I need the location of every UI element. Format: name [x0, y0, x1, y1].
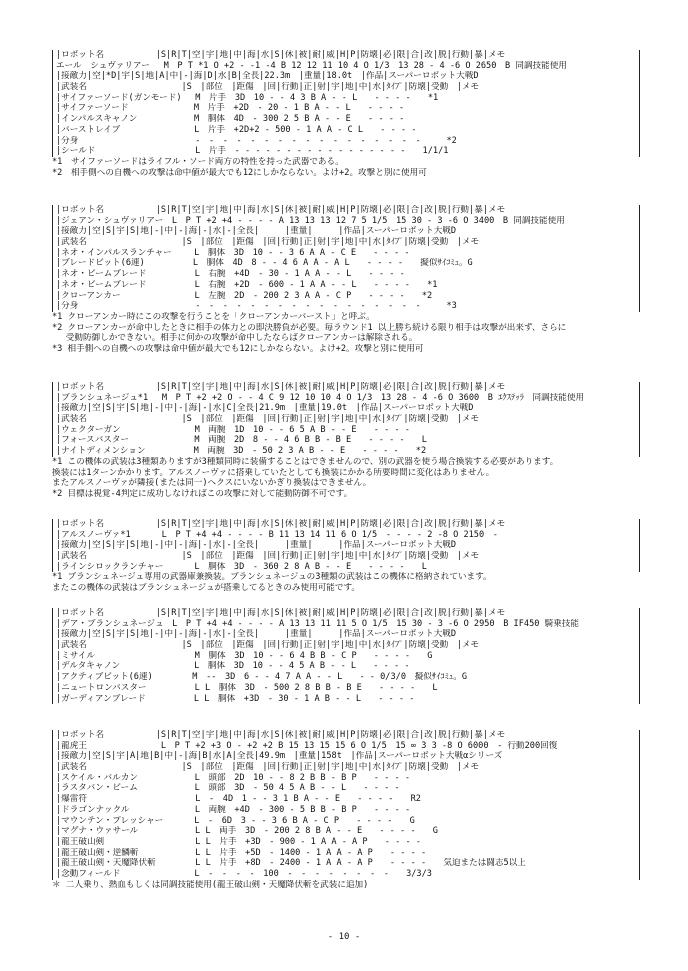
table-row: |マグナ・ウァサール L L 両手 3D - 200 2 8 B A - - E - - - - G — [52, 826, 640, 837]
table-row: |ロボット名 |S|R|T|空|宇|地|中|海|水|S|休|被|耐|威|H|P|防壊|必|限|合|改|脱|行動|暴|メモ — [52, 519, 640, 530]
table-row: |ガーディアンブレード L L 胴体 +3D - 30 - 1 A B - - L - - - - — [52, 694, 640, 705]
table-row: |ロボット名 |S|R|T|空|宇|地|中|海|水|S|休|被|耐|威|H|P|防壊|必|限|合|改|脱|行動|暴|メモ — [52, 205, 640, 216]
note-line: *3 相手側への自機への攻撃は命中値が最大でも12にしかならない。よけ+2。攻撃と別に使用可 — [52, 343, 424, 354]
table-row: |武装名 |S |部位 |距傷 |回|行動|正|射|宇|地|中|水|ﾀｲﾌﾟ|防壊|受動 |メモ — [52, 237, 640, 248]
table-row: |龍王破山剣 L L 片手 +3D - 900 - 1 A A - A P - - - - — [52, 837, 640, 848]
robot-section-5 — [52, 608, 640, 704]
table-row: |ウェクターガン M 両腕 1D 10 - - 6 5 A B - - E - - - - — [52, 425, 640, 436]
table-row: |ロボット名 |S|R|T|空|宇|地|中|海|水|S|休|被|耐|威|H|P|防壊|必|限|合|改|脱|行動|暴|メモ — [52, 608, 640, 619]
table-row: |武装名 |S |部位 |距傷 |回|行動|正|射|宇|地|中|水|ﾀｲﾌﾟ|防壊|受動 |メモ — [52, 640, 640, 651]
note-line: *1 サイファーソードはライフル・ソード両方の特性を持った武器である。 — [52, 156, 344, 167]
table-row: |ラインシロックランチャー L 胴体 3D - 360 2 8 A B - - E - - - - L — [52, 562, 640, 573]
note-line: *2 目標は視覚-4判定に成功しなければこの攻撃に対して能動防御不可です。 — [52, 488, 353, 499]
table-row: |分身 - - - - - - - - - - - - - - - - - *2 — [52, 136, 640, 147]
table-row: |武装名 |S |部位 |距傷 |回|行動|正|射|宇|地|中|水|ﾀｲﾌﾟ|防壊|受動 |メモ — [52, 82, 640, 93]
note-line: またこの機体の武装はブランシュネージュが搭乗してるときのみ使用可能です。 — [52, 583, 360, 594]
table-row: |接敵力|空|*D|宇|S|地|A|中|-|海|D|水|B|全長|22.3m |重量|18.0t |作品|スーパーロボット大戦D — [52, 71, 640, 82]
table-row: |クローアンカー L 左腕 2D - 200 2 3 A A - C P - - - - *2 — [52, 291, 640, 302]
robot-section-3 — [52, 382, 640, 500]
table-row: |龍王破山剣・逆鱗斬 L L 片手 +5D - 1400 - 1 A A - A P - - - - — [52, 848, 640, 859]
note-line: 換装には1ターンかかります。アルスノーヴァに搭乗していたとしても換装にかかる所要時間に変化はありません。 — [52, 467, 495, 478]
note-line: またアルスノーヴァが隣接(または同一)ヘクスにいないかぎり換装はできません。 — [52, 478, 372, 489]
table-row: エール シュヴァリアー M P T *1 O +2 - -1 -4 B 12 12 11 10 4 O 1/3 13 28 - 4 -6 O 2650 B 同調技能使用 — [52, 61, 640, 72]
table-row: |バーストレイブ L 片手 +2D+2 - 500 - 1 A A - C L - - - - — [52, 125, 640, 136]
robot-section-2 — [52, 205, 640, 355]
table-row: |ネオ・ビームブレード L 右腕 +2D - 600 - 1 A A - - L - - - - *1 — [52, 280, 640, 291]
note-line: 受動防御しかできない。相手に何かの攻撃が命中したならばクローアンカーは解除される。 — [52, 333, 418, 344]
robot-section-1 — [52, 50, 640, 178]
table-row: |アルスノーヴァ*1 L P T +4 +4 - - - - B 11 13 14 11 6 O 1/5 - - - - 2 -8 O 2150 - — [52, 530, 640, 541]
robot-section-6 — [52, 730, 640, 890]
table-row: |ラスタバン・ビーム L 頭部 3D - 50 4 5 A B - - L - - - - — [52, 783, 640, 794]
note-line: *2 クローアンカーが命中したときに相手の体力との即決勝負が必要。毎ラウンド1 以上勝ち続ける限り相手は攻撃が出来ず、さらに — [52, 322, 567, 333]
table-row: |武装名 |S |部位 |距傷 |回|行動|正|射|宇|地|中|水|ﾀｲﾌﾟ|防壊|受動 |メモ — [52, 414, 640, 425]
note-line: *1 クローアンカー時にこの攻撃を行うことを「クローアンカーバースト」と呼ぶ。 — [52, 311, 375, 322]
table-row: |ロボット名 |S|R|T|空|宇|地|中|海|水|S|休|被|耐|威|H|P|防壊|必|限|合|改|脱|行動|暴|メモ — [52, 730, 640, 741]
table-row: |接敵力|空|S|宇|S|地|-|中|-|海|-|水|-|全長| |重量| |作品|スーパーロボット大戦D — [52, 226, 640, 237]
table-row: |ネオ・ビームブレード L 右腕 +4D - 30 - 1 A A - - L - - - - — [52, 269, 640, 280]
table-row: |ジェアン・シュヴァリアー L P T +2 +4 - - - - A 13 13 13 12 7 5 1/5 15 30 - 3 -6 O 3400 B 同調技能使用 — [52, 216, 640, 227]
table-row: |武装名 |S |部位 |距傷 |回|行動|正|射|宇|地|中|水|ﾀｲﾌﾟ|防壊|受動 |メモ — [52, 762, 640, 773]
table-row: |爆雷符 L - 4D 1 - - 3 1 B A - - E - - - - R2 — [52, 794, 640, 805]
table-row: |シールド L 片手 - - - - - - - - - - - - - - - - - 1/1/1 — [52, 146, 640, 157]
robot-section-4 — [52, 519, 640, 594]
table-row: |マウンテン・プレッシャー L - 6D 3 - - 3 6 B A - C P - - - - G — [52, 816, 640, 827]
note-line: *1 ブランシュネージュ専用の武器庫兼換装。ブランシュネージュの3種類の武装はこの機体に格納されています。 — [52, 572, 492, 583]
table-row: |ニュートロンバスター L L 胴体 3D - 500 2 8 B B - B E - - - - L — [52, 683, 640, 694]
table-row: |武装名 |S |部位 |距傷 |回|行動|正|射|宇|地|中|水|ﾀｲﾌﾟ|防壊|受動 |メモ — [52, 551, 640, 562]
table-row: |フォースバスター M 両腕 2D 8 - - 4 6 B B - B E - - - - L — [52, 435, 640, 446]
table-row: |分身 - - - - - - - - - - - - - - - - - *3 — [52, 301, 640, 312]
table-row: |ネオ・インパルスランチャー L 胴体 3D 10 - - 3 6 A A - C E - - - - — [52, 248, 640, 259]
note-line: *1 この機体の武装は3種類ありますが3種類同時に装備することはできませんので、別の武器を使う場合換装する必要があります。 — [52, 456, 559, 467]
table-row: |デア・ブランシュネージュ L P T +4 +4 - - - - A 13 13 11 11 5 O 1/5 15 30 - 3 -6 O 2950 B IF450 騎乗技能 — [52, 619, 640, 630]
table-row: |サイファーソード(ガンモード) M 片手 3D 10 - - 4 3 B A - - L - - - - *1 — [52, 93, 640, 104]
table-row: |接敵力|空|S|宇|S|地|-|中|-|海|-|水|-|全長| |重量| |作品|スーパーロボット大戦D — [52, 540, 640, 551]
table-row: |ブランシュネージュ*1 M P T +2 +2 O - - 4 C 9 12 10 10 4 O 1/3 13 28 - 4 -6 O 3600 B ｴｸｽﾃｯﾗ 同調技能使用 — [52, 393, 640, 404]
table-row: |ナイトディメンション M 両腕 3D - 50 2 3 A B - - E - - - - *2 — [52, 446, 640, 457]
table-row: |スケイル・バルカン L 頭部 2D 10 - - 8 2 B B - B P - - - - — [52, 773, 640, 784]
table-row: |インパルスキャノン M 胴体 4D - 300 2 5 B A - - E - - - - — [52, 114, 640, 125]
note-line: *2 相手側への自機への攻撃は命中値が最大でも12にしかならない。よけ+2。攻撃と別に使用可 — [52, 167, 427, 178]
table-row: |ブレードビット(6連) L 胴体 4D 8 - - 4 6 A A - A L - - - - 擬似ｻｲｺﾐｭ。G — [52, 258, 640, 269]
table-row: |念動フィールド L - - - - 100 - - - - - - - - 3/3/3 — [52, 869, 640, 880]
table-row: |アクティブビット(6連) M -- 3D 6 - - 4 7 A A - - L - - 0/3/0 擬似ｻｲｺﾐｭ。G — [52, 672, 640, 683]
table-row: |ドラゴンナックル L 両腕 +4D - 300 - 5 B B - B P - - - - — [52, 805, 640, 816]
table-row: |デルタキャノン L 胴体 3D 10 - - 4 5 A B - - L - - - - — [52, 661, 640, 672]
page-number: - 10 - — [327, 932, 361, 942]
table-row: |ロボット名 |S|R|T|空|宇|地|中|海|水|S|休|被|耐|威|H|P|防壊|必|限|合|改|脱|行動|暴|メモ — [52, 50, 640, 61]
note-line: ＊ 二人乗り、熱血もしくは同調技能使用(龍王破山剣・天魔降伏斬を武装に追加) — [52, 879, 369, 890]
table-row: |龍王破山剣・天魔降伏斬 L L 片手 +8D - 2400 - 1 A A - A P - - - - 気迫または闘志5以上 — [52, 858, 640, 869]
table-row: |接敵力|空|S|宇|A|地|B|中|-|海|B|水|A|全長|49.9m |重量|158t |作品|スーパーロボット大戦αシリーズ — [52, 751, 640, 762]
table-row: |接敵力|空|S|宇|S|地|-|中|-|海|-|水|C|全長|21.9m |重量|19.0t |作品|スーパーロボット大戦D — [52, 403, 640, 414]
table-row: |サイファーソード M 片手 +2D - 20 - 1 B A - - L - - - - — [52, 103, 640, 114]
table-row: |ロボット名 |S|R|T|空|宇|地|中|海|水|S|休|被|耐|威|H|P|防壊|必|限|合|改|脱|行動|暴|メモ — [52, 382, 640, 393]
table-row: |接敵力|空|S|宇|S|地|-|中|-|海|-|水|-|全長| |重量| |作品|スーパーロボット大戦D — [52, 629, 640, 640]
table-row: |ミサイル M 胴体 3D 10 - - 6 4 B B - C P - - - - G — [52, 651, 640, 662]
table-row: |龍虎王 L P T +2 +3 O - +2 +2 B 15 13 15 15 6 O 1/5 15 ∞ 3 3 -8 O 6000 - 行動200回復 — [52, 741, 640, 752]
